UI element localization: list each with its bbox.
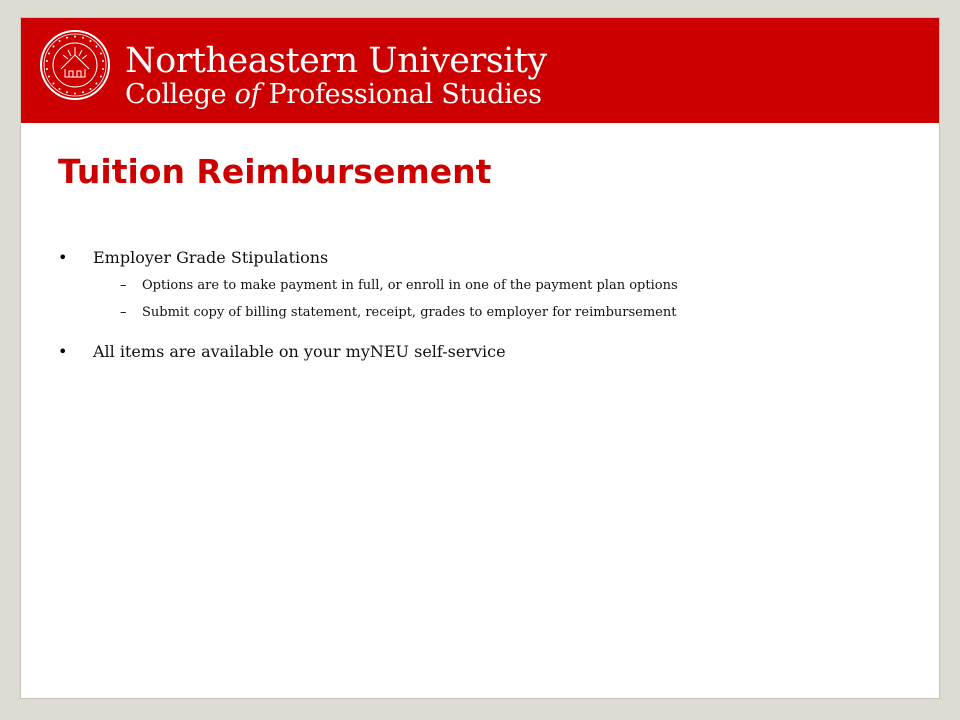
- sub-bullet-marker: –: [120, 278, 127, 293]
- sub-bullet-text: Options are to make payment in full, or enroll in one of the payment plan options: [142, 278, 678, 293]
- slide: [20, 17, 940, 699]
- bullet-item: [58, 248, 328, 267]
- slide-title: Tuition Reimbursement: [58, 152, 492, 191]
- college-name: College of Professional Studies: [125, 79, 542, 110]
- bullet-item: [58, 342, 506, 361]
- sub-bullet-marker: –: [120, 305, 127, 320]
- bullet-text: All items are available on your myNEU self-service: [93, 342, 506, 361]
- sub-bullet-item: [120, 305, 676, 320]
- bullet-marker: •: [58, 248, 68, 267]
- sub-bullet-item: [120, 278, 678, 293]
- university-name: Northeastern University: [125, 41, 547, 81]
- header-banner: [21, 18, 939, 123]
- university-seal-icon: [39, 29, 111, 101]
- bullet-marker: •: [58, 342, 68, 361]
- bullet-text: Employer Grade Stipulations: [93, 248, 329, 267]
- sub-bullet-text: Submit copy of billing statement, receipt, grades to employer for reimbursement: [142, 305, 677, 320]
